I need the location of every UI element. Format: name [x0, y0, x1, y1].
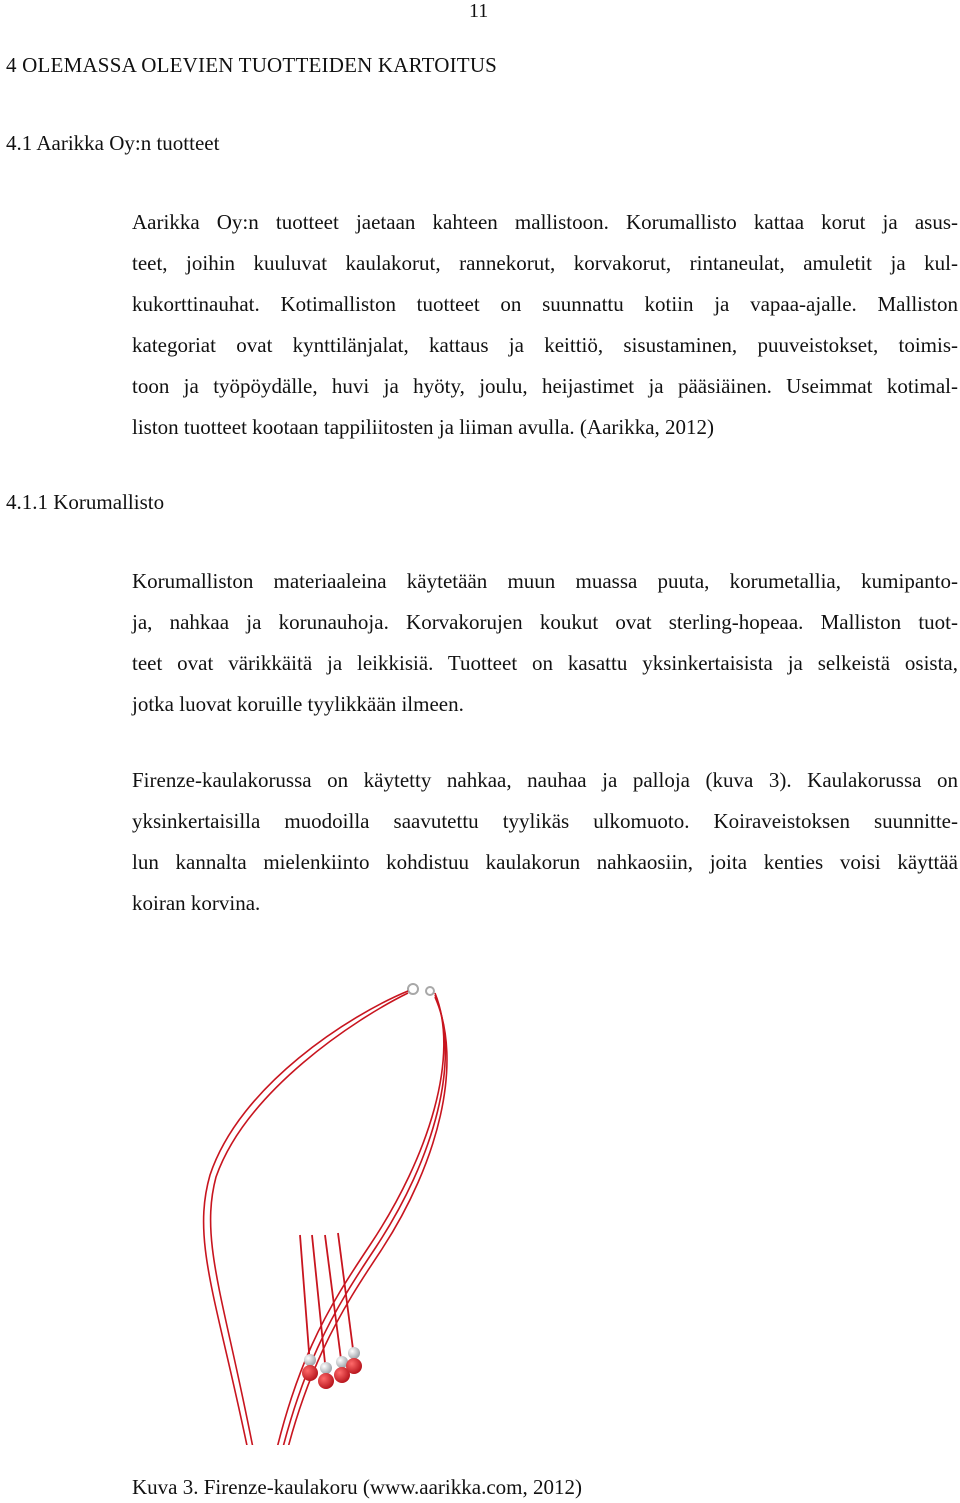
page-number: 11 — [469, 0, 489, 22]
text-line: kategoriat ovat kynttilänjalat, kattaus ja keittiö, sisustaminen, puuveistokset, toimis- — [132, 333, 958, 357]
text-line: jotka luovat koruille tyylikkään ilmeen. — [132, 692, 464, 716]
chapter-heading: 4 OLEMASSA OLEVIEN TUOTTEIDEN KARTOITUS — [6, 53, 498, 77]
text-line: Aarikka Oy:n tuotteet jaetaan kahteen mallistoon. Korumallisto kattaa korut ja asus- — [132, 210, 958, 234]
bead-icon — [150, 945, 470, 1445]
text-line: ja, nahkaa ja korunauhoja. Korvakorujen koukut ovat sterling-hopeaa. Malliston tuot- — [132, 610, 958, 634]
text-line: Firenze-kaulakorussa on käytetty nahkaa, nauhaa ja palloja (kuva 3). Kaulakorussa on — [132, 768, 958, 792]
text-line: liston tuotteet kootaan tappiliitosten ja liiman avulla. (Aarikka, 2012) — [132, 415, 715, 439]
text-line: toon ja työpöydälle, huvi ja hyöty, joulu, heijastimet ja pääsiäinen. Useimmat kotimal- — [132, 374, 958, 398]
section-heading: 4.1 Aarikka Oy:n tuotteet — [6, 131, 220, 155]
text-line: lun kannalta mielenkiinto kohdistuu kaulakorun nahkaosiin, joita kenties voisi käyttää — [132, 850, 958, 874]
text-line: yksinkertaisilla muodoilla saavutettu tyylikäs ulkomuoto. Koiraveistoksen suunnitte- — [132, 809, 958, 833]
text-line: kukorttinauhat. Kotimalliston tuotteet on suunnattu kotiin ja vapaa-ajalle. Malliston — [132, 292, 958, 316]
text-line: teet ovat värikkäitä ja leikkisiä. Tuotteet on kasattu yksinkertaisista ja selkeistä osista, — [132, 651, 958, 675]
paragraph-product-lines — [132, 202, 958, 448]
text-line: koiran korvina. — [132, 891, 261, 915]
subsection-heading: 4.1.1 Korumallisto — [6, 490, 165, 514]
necklace-photo — [150, 945, 470, 1445]
text-line: Korumalliston materiaaleina käytetään muun muassa puuta, korumetallia, kumipanto- — [132, 569, 958, 593]
paragraph-firenze-necklace — [132, 760, 958, 924]
text-line: teet, joihin kuuluvat kaulakorut, rannekorut, korvakorut, rintaneulat, amuletit ja kul- — [132, 251, 958, 275]
figure-caption: Kuva 3. Firenze-kaulakoru (www.aarikka.com, 2012) — [132, 1475, 582, 1499]
paragraph-jewelry-materials — [132, 561, 958, 725]
